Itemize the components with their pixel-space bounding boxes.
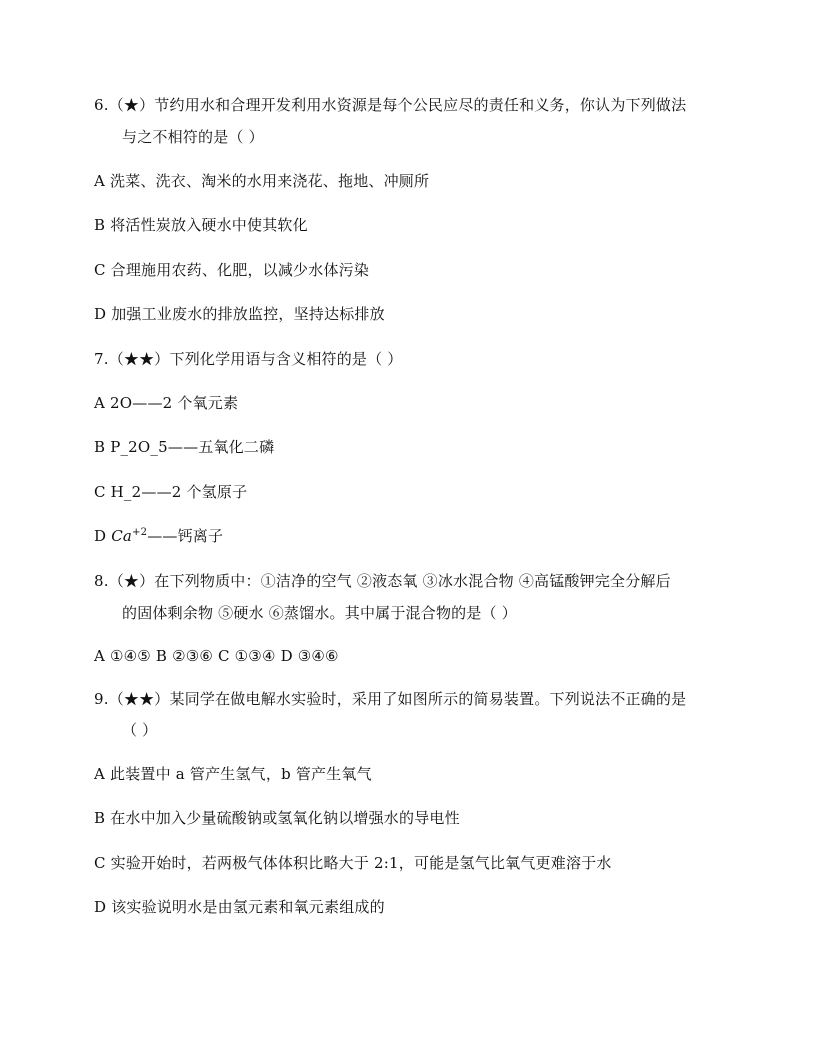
q9-option-a: A 此装置中 a 管产生氢气，b 管产生氧气 — [94, 765, 372, 783]
q7-option-d-superscript: +2 — [132, 527, 148, 538]
q9-option-b: B 在水中加入少量硫酸钠或氢氧化钠以增强水的导电性 — [94, 809, 460, 827]
q7-option-d-prefix: D — [94, 527, 112, 545]
q9-option-d: D 该实验说明水是由氢元素和氧元素组成的 — [94, 898, 385, 916]
q6-stem-line2: 与之不相符的是（ ） — [122, 128, 264, 146]
q6-option-a: A 洗菜、洗衣、淘米的水用来浇花、拖地、冲厕所 — [94, 172, 430, 190]
q7-option-a: A 2O——2 个氧元素 — [94, 394, 239, 412]
q9-stem-line1: 9.（★★）某同学在做电解水实验时，采用了如图所示的简易装置。下列说法不正确的是 — [94, 690, 687, 708]
q7-option-d-suffix: ——钙离子 — [147, 527, 224, 545]
q9-stem-line2: （ ） — [122, 721, 158, 739]
q6-option-c: C 合理施用农药、化肥，以减少水体污染 — [94, 261, 370, 279]
q7-option-b: B P_2O_5——五氧化二磷 — [94, 438, 275, 456]
q6-stem-line1: 6.（★）节约用水和合理开发利用水资源是每个公民应尽的责任和义务，你认为下列做法 — [94, 96, 687, 114]
q8-stem-line2: 的固体剩余物 ⑤硬水 ⑥蒸馏水。其中属于混合物的是（ ） — [122, 604, 517, 622]
q8-stem-line1: 8.（★）在下列物质中：①洁净的空气 ②液态氧 ③冰水混合物 ④高锰酸钾完全分解后 — [94, 572, 671, 590]
q9-option-c: C 实验开始时，若两极气体体积比略大于 2:1，可能是氢气比氧气更难溶于水 — [94, 854, 612, 872]
q7-option-d-formula: Ca — [111, 527, 133, 545]
q7-stem-line1: 7.（★★）下列化学用语与含义相符的是（ ） — [94, 350, 403, 368]
q6-option-d: D 加强工业废水的排放监控，坚持达标排放 — [94, 305, 385, 323]
q6-option-b: B 将活性炭放入硬水中使其软化 — [94, 216, 308, 234]
q8-options: A ①④⑤ B ②③⑥ C ①③④ D ③④⑥ — [94, 647, 339, 665]
q7-option-c: C H_2——2 个氢原子 — [94, 483, 248, 501]
q7-option-d — [94, 526, 223, 546]
